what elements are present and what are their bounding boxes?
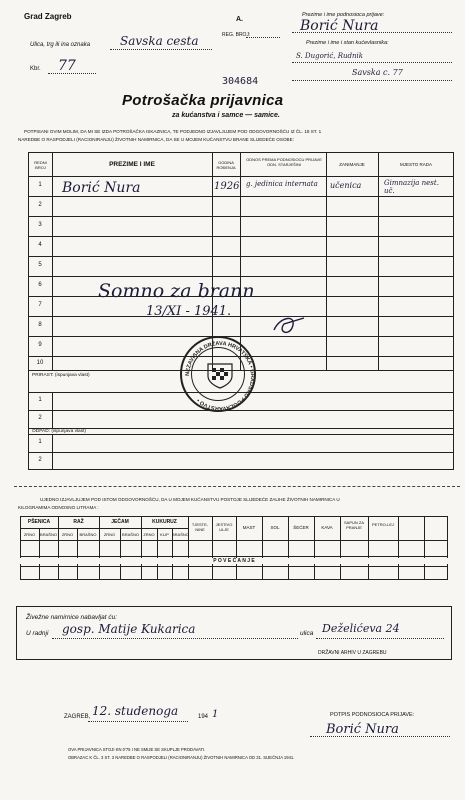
odpad-label: ODPAD: (ispunjava vlast): [32, 429, 87, 434]
procurement-label: Živežne namirnice nabavljat ću:: [26, 614, 118, 621]
supplies-statement-1: UJEDNO IZJAVLJUJEM POD ISTOM ODGOVORNOŠĆU, DA U MOJEM KUĆANSTVU POSTOJE SLIJEDEĆE ZALIHE ŽIVOTNIH NAMIRNICA U: [40, 497, 340, 502]
row-number: 1: [38, 182, 42, 188]
row-number: 5: [38, 262, 42, 268]
supply-oil-header: JESTIVO ULJE: [215, 522, 233, 532]
footer-place: ZAGREB,: [64, 714, 91, 720]
col-occupation-header: ZANIMANJE: [339, 162, 365, 167]
street-value-2: Deželićeva 24: [322, 622, 400, 635]
street-label-2: ulica: [300, 630, 314, 637]
person-year: 1926: [214, 181, 240, 192]
residence-value: S. Dugorić, Rudnik: [296, 52, 364, 60]
residence-line: [292, 62, 452, 63]
form-title: Potrošačka prijavnica: [122, 92, 284, 109]
odpad-row-number: 2: [38, 457, 42, 463]
supply-salt-header: SOL: [270, 525, 280, 530]
shop-value: gosp. Matije Kukarica: [62, 622, 196, 636]
person-work: Gimnazija nest. uč.: [384, 179, 439, 195]
coat-of-arms-icon: [206, 360, 234, 390]
col-work-header: MJESTO RADA: [400, 162, 432, 167]
row-number: 8: [38, 322, 42, 328]
row-number: 10: [36, 360, 44, 366]
overlay-note-line-1: Somno za brann: [98, 280, 255, 302]
overlay-note-line-2: 13/XI - 1941.: [146, 304, 232, 319]
registration-stamp-number: 304684: [222, 76, 259, 87]
supply-sub-flour: BRAŠNO: [122, 532, 139, 537]
footer-note-1: OVA PRIJAVNICA STOJI KN 0'75 I NE SMIJE SE SKUPLJE PRODAVATI.: [68, 747, 206, 752]
scribble-mark: [270, 310, 310, 340]
footer-date: 12. studenoga: [92, 704, 179, 718]
intro-line-2: NAREDBE O RASPODJELI (RACIONIRANJU) ŽIVOTNIH NAMIRNICA, DA SE U MOJEM KUĆANSTVU BRANE SLIJEDEĆE OSOBE:: [18, 137, 294, 142]
supply-pasta-header: TJESTE-NINE: [191, 522, 209, 532]
shop-label: U radnji: [26, 630, 49, 637]
supply-petroleum-header: PETRO-LEJ: [371, 522, 394, 527]
prirast-row-number: 2: [38, 415, 42, 421]
supply-barley-header: JEČAM: [111, 519, 129, 525]
archive-stamp: DRŽAVNI ARHIV U ZAGREBU: [318, 650, 387, 656]
supply-increase-label: P O V E Ć A N J E: [20, 558, 448, 564]
supply-sub-grain: ZRNO: [143, 532, 155, 537]
residence-line-2: [292, 80, 452, 81]
residence-label: Prezime i ime i stan kućevlasnika:: [306, 40, 389, 46]
person-occupation: učenica: [330, 181, 362, 190]
col-relation-header: ODNOS PREMA PODNOSIOCU PRIJAVE ODN. STARJEŠINI: [246, 157, 322, 167]
supplies-statement-2: KILOGRAMIMA ODNOSNO LITRAMA :: [18, 505, 99, 510]
signature-label: POTPIS PODNOSIOCA PRIJAVE:: [330, 712, 415, 718]
applicant-label: Prezime i ime podnosioca prijave:: [302, 12, 385, 18]
prirast-label: PRIRAST: (ispunjava vlast): [32, 373, 90, 378]
supply-sub-flour: BRAŠNO: [172, 532, 189, 537]
row-number: 2: [38, 202, 42, 208]
col-number-header: REDNI BROJ: [34, 160, 47, 170]
supply-sub-grain: ZRNO: [103, 532, 116, 537]
footer-date-line: [88, 721, 188, 722]
supply-coffee-header: KAVA: [321, 525, 333, 530]
applicant-value: Borić Nura: [300, 18, 379, 34]
supply-sub-grain: ZRNO: [23, 532, 36, 537]
reg-number-line: [246, 37, 280, 38]
supply-sub-flour: BRAŠNO: [79, 532, 97, 537]
reg-number-label: REG. BROJ:: [222, 32, 251, 38]
person-name: Borić Nura: [62, 180, 141, 196]
col-year-header: GODINA ROĐENJA: [216, 160, 236, 170]
supply-rye-header: RAŽ: [73, 519, 84, 525]
kbr-value: 77: [58, 58, 76, 74]
footer-year-hand: 1: [212, 709, 219, 720]
row-number: 4: [38, 242, 42, 248]
supply-sub-grain: ZRNO: [61, 532, 74, 537]
intro-line-1: POTPISANI OVIM MOLIM, DA MI SE IZDA POTROŠAČKA ISKAZNICA, TE PODJEDNO IZJAVLJUJEM POD ODGOVORNOŠĆU IZ ČL. 18 ST. 1: [24, 129, 322, 134]
street-line-2: [316, 638, 444, 639]
street-line: [110, 49, 212, 50]
row-number: 6: [38, 282, 42, 288]
supply-sub-cob: KLIP: [160, 532, 169, 537]
street-label: Ulica, trg ili ina oznaka: [30, 42, 91, 48]
supply-maize-header: KUKURUZ: [152, 519, 177, 525]
supply-wheat-header: PŠENICA: [27, 519, 51, 525]
signature-value: Borić Nura: [326, 722, 399, 737]
footer-year: 194: [198, 714, 209, 720]
form-letter: A.: [236, 16, 243, 23]
supply-lard-header: MAST: [242, 525, 256, 530]
person-relation: g. jedinica internata: [246, 180, 318, 188]
row-number: 9: [38, 342, 42, 348]
street-value: Savska cesta: [120, 34, 199, 48]
row-number: 3: [38, 222, 42, 228]
residence-value-2: Savska c. 77: [352, 68, 403, 77]
prirast-row-number: 1: [38, 397, 42, 403]
shop-line: [52, 638, 298, 639]
odpad-row-number: 1: [38, 439, 42, 445]
supply-soap-header: SAPUN ZA PRANJE: [343, 520, 364, 530]
city-label: Grad Zagreb: [24, 12, 72, 21]
form-subtitle: za kućanstva i samce — samice.: [172, 112, 280, 119]
official-stamp: [180, 336, 256, 412]
supply-sub-flour: BRAŠNO: [40, 532, 57, 537]
svg-text:NEZAVISNA DRŽAVA HRVATSKA • GR: NEZAVISNA DRŽAVA HRVATSKA • GRADSKO POGLAVARSTVO •: [184, 340, 256, 412]
persons-table: [28, 152, 454, 470]
col-name-header: PREZIME I IME: [109, 161, 155, 168]
kbr-label: Kbr.: [30, 66, 41, 72]
row-number: 7: [38, 302, 42, 308]
footer-note-2: OBRAZAC K ČL. 3 ST. 3 NAREDBE O RASPODJELI (RACIONIRANJU) ŽIVOTNIH NAMIRNICA OD 31. SIJEČNJA 1941.: [68, 755, 295, 760]
supply-sugar-header: ŠEĆER: [293, 525, 309, 530]
